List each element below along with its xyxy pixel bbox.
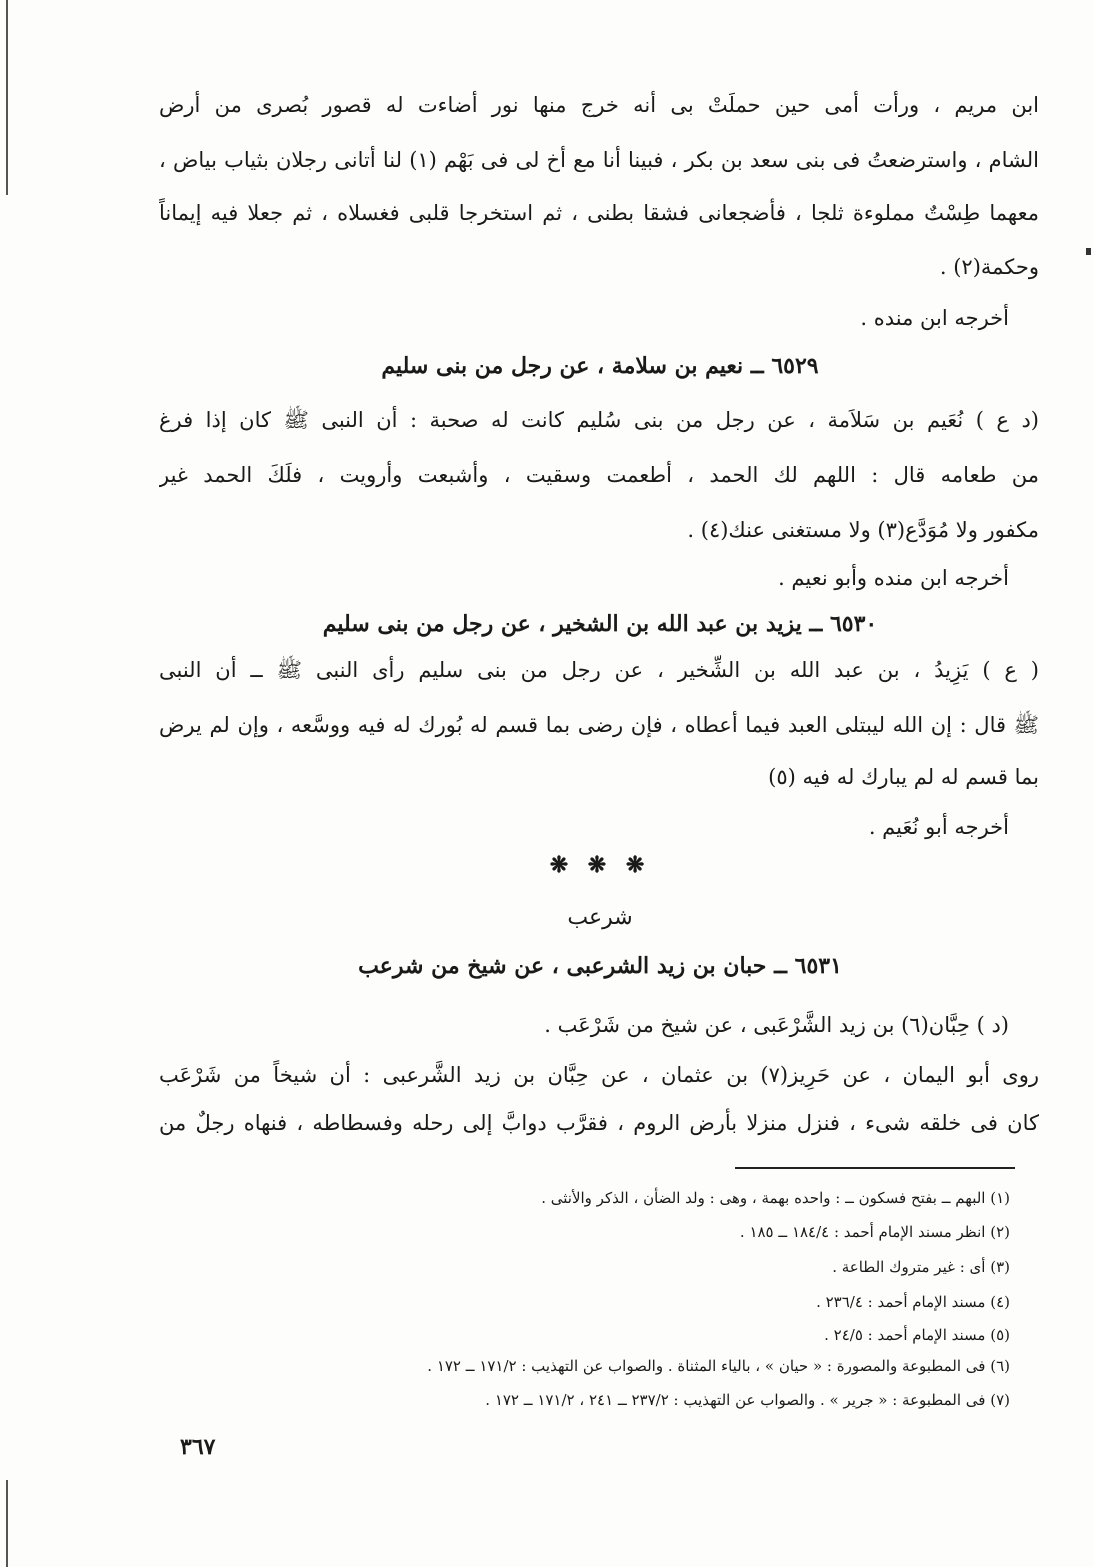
section-separator: ❋ ❋ ❋ — [549, 852, 651, 878]
entry-6531-line-2: روى أبو اليمان ، عن حَرِيز(٧) بن عثمان ، عن حِبَّان بن زيد الشَّرعبى : أن شيخاً من شَرْعَب — [159, 1063, 1039, 1087]
entry-6530-line-4: أخرجه أبو نُعَيم . — [868, 815, 1009, 839]
body-line-5: أخرجه ابن منده . — [860, 306, 1009, 330]
body-line-1: ابن مريم ، ورأت أمى حين حملَتْ بى أنه خرج منها نور أضاءت له قصور بُصرى من أرض — [159, 93, 1039, 117]
footnote-rule — [735, 1167, 1015, 1169]
entry-6529-line-2: من طعامه قال : اللهم لك الحمد ، أطعمت وسقيت ، وأشبعت وأرويت ، فلَكَ الحمد غير — [159, 463, 1039, 487]
body-line-3: معهما طِسْتٌ مملوءة ثلجا ، فأضجعانى فشقا بطنى ، ثم استخرجا قلبى فغسلاه ، ثم جعلا فيه إيماناً — [159, 201, 1039, 225]
footnote-2: (٢) انظر مسند الإمام أحمد : ١٨٤/٤ ــ ١٨٥ . — [739, 1223, 1010, 1241]
scan-edge-bottom — [6, 1480, 8, 1567]
entry-heading-6530: ٦٥٣٠ ــ يزيد بن عبد الله بن الشخير ، عن رجل من بنى سليم — [322, 611, 878, 637]
entry-heading-6531: ٦٥٣١ ــ حبان بن زيد الشرعبى ، عن شيخ من شرعب — [358, 953, 842, 979]
entry-6529-line-3: مكفور ولا مُوَدَّع(٣) ولا مستغنى عنك(٤) . — [687, 518, 1039, 542]
body-line-4: وحكمة(٢) . — [939, 255, 1039, 279]
entry-6529-line-4: أخرجه ابن منده وأبو نعيم . — [778, 566, 1009, 590]
entry-6531-line-1: (د ) حِبَّان(٦) بن زيد الشَّرْعَبى ، عن شيخ من شَرْعَب . — [544, 1013, 1009, 1037]
entry-heading-6529: ٦٥٢٩ ــ نعيم بن سلامة ، عن رجل من بنى سليم — [381, 353, 819, 379]
footnote-5: (٥) مسند الإمام أحمد : ٢٤/٥ . — [824, 1326, 1010, 1344]
body-line-2: الشام ، واسترضعتُ فى بنى سعد بن بكر ، فبينا أنا مع أخ لى فى بَهْم (١) لنا أتانى رجلان بثياب بياض ، — [159, 148, 1039, 172]
footnote-1: (١) البهم ــ بفتح فسكون ــ : واحده بهمة ، وهى : ولد الضأن ، الذكر والأنثى . — [541, 1189, 1010, 1207]
entry-6529-line-1: (د ع ) نُعَيم بن سَلاَمة ، عن رجل من بنى سُليم كانت له صحبة : أن النبى ﷺ كان إذا فرغ — [159, 408, 1039, 432]
footnote-3: (٣) أى : غير متروك الطاعة . — [832, 1258, 1010, 1276]
entry-6531-line-3: كان فى خلقه شىء ، فنزل منزلا بأرض الروم ، فقرَّب دوابَّ إلى رحله وفسطاطه ، فنهاه رجلٌ من — [159, 1111, 1039, 1135]
scan-edge-top — [6, 0, 8, 195]
scan-mark — [1086, 248, 1091, 255]
footnote-6: (٦) فى المطبوعة والمصورة : « حيان » ، بالياء المثناة . والصواب عن التهذيب : ١٧١/٢ ــ ١٧٢ . — [427, 1357, 1010, 1375]
section-title: شرعب — [567, 905, 633, 930]
entry-6530-line-3: بما قسم له لم يبارك له فيه (٥) — [768, 765, 1039, 789]
entry-6530-line-1: ( ع ) يَزِيدُ ، بن عبد الله بن الشِّخير ، عن رجل من بنى سليم رأى النبى ﷺ ــ أن النبى — [159, 658, 1039, 682]
page-number: ٣٦٧ — [180, 1434, 216, 1460]
entry-6530-line-2: ﷺ قال : إن الله ليبتلى العبد فيما أعطاه ، فإن رضى بما قسم له بُورك له فيه ووسَّعه ، وإن لم يرض — [159, 713, 1039, 737]
footnote-4: (٤) مسند الإمام أحمد : ٢٣٦/٤ . — [816, 1293, 1010, 1311]
footnote-7: (٧) فى المطبوعة : « جرير » . والصواب عن التهذيب : ٢٣٧/٢ ــ ٢٤١ ، ١٧١/٢ ــ ١٧٢ . — [485, 1391, 1010, 1409]
